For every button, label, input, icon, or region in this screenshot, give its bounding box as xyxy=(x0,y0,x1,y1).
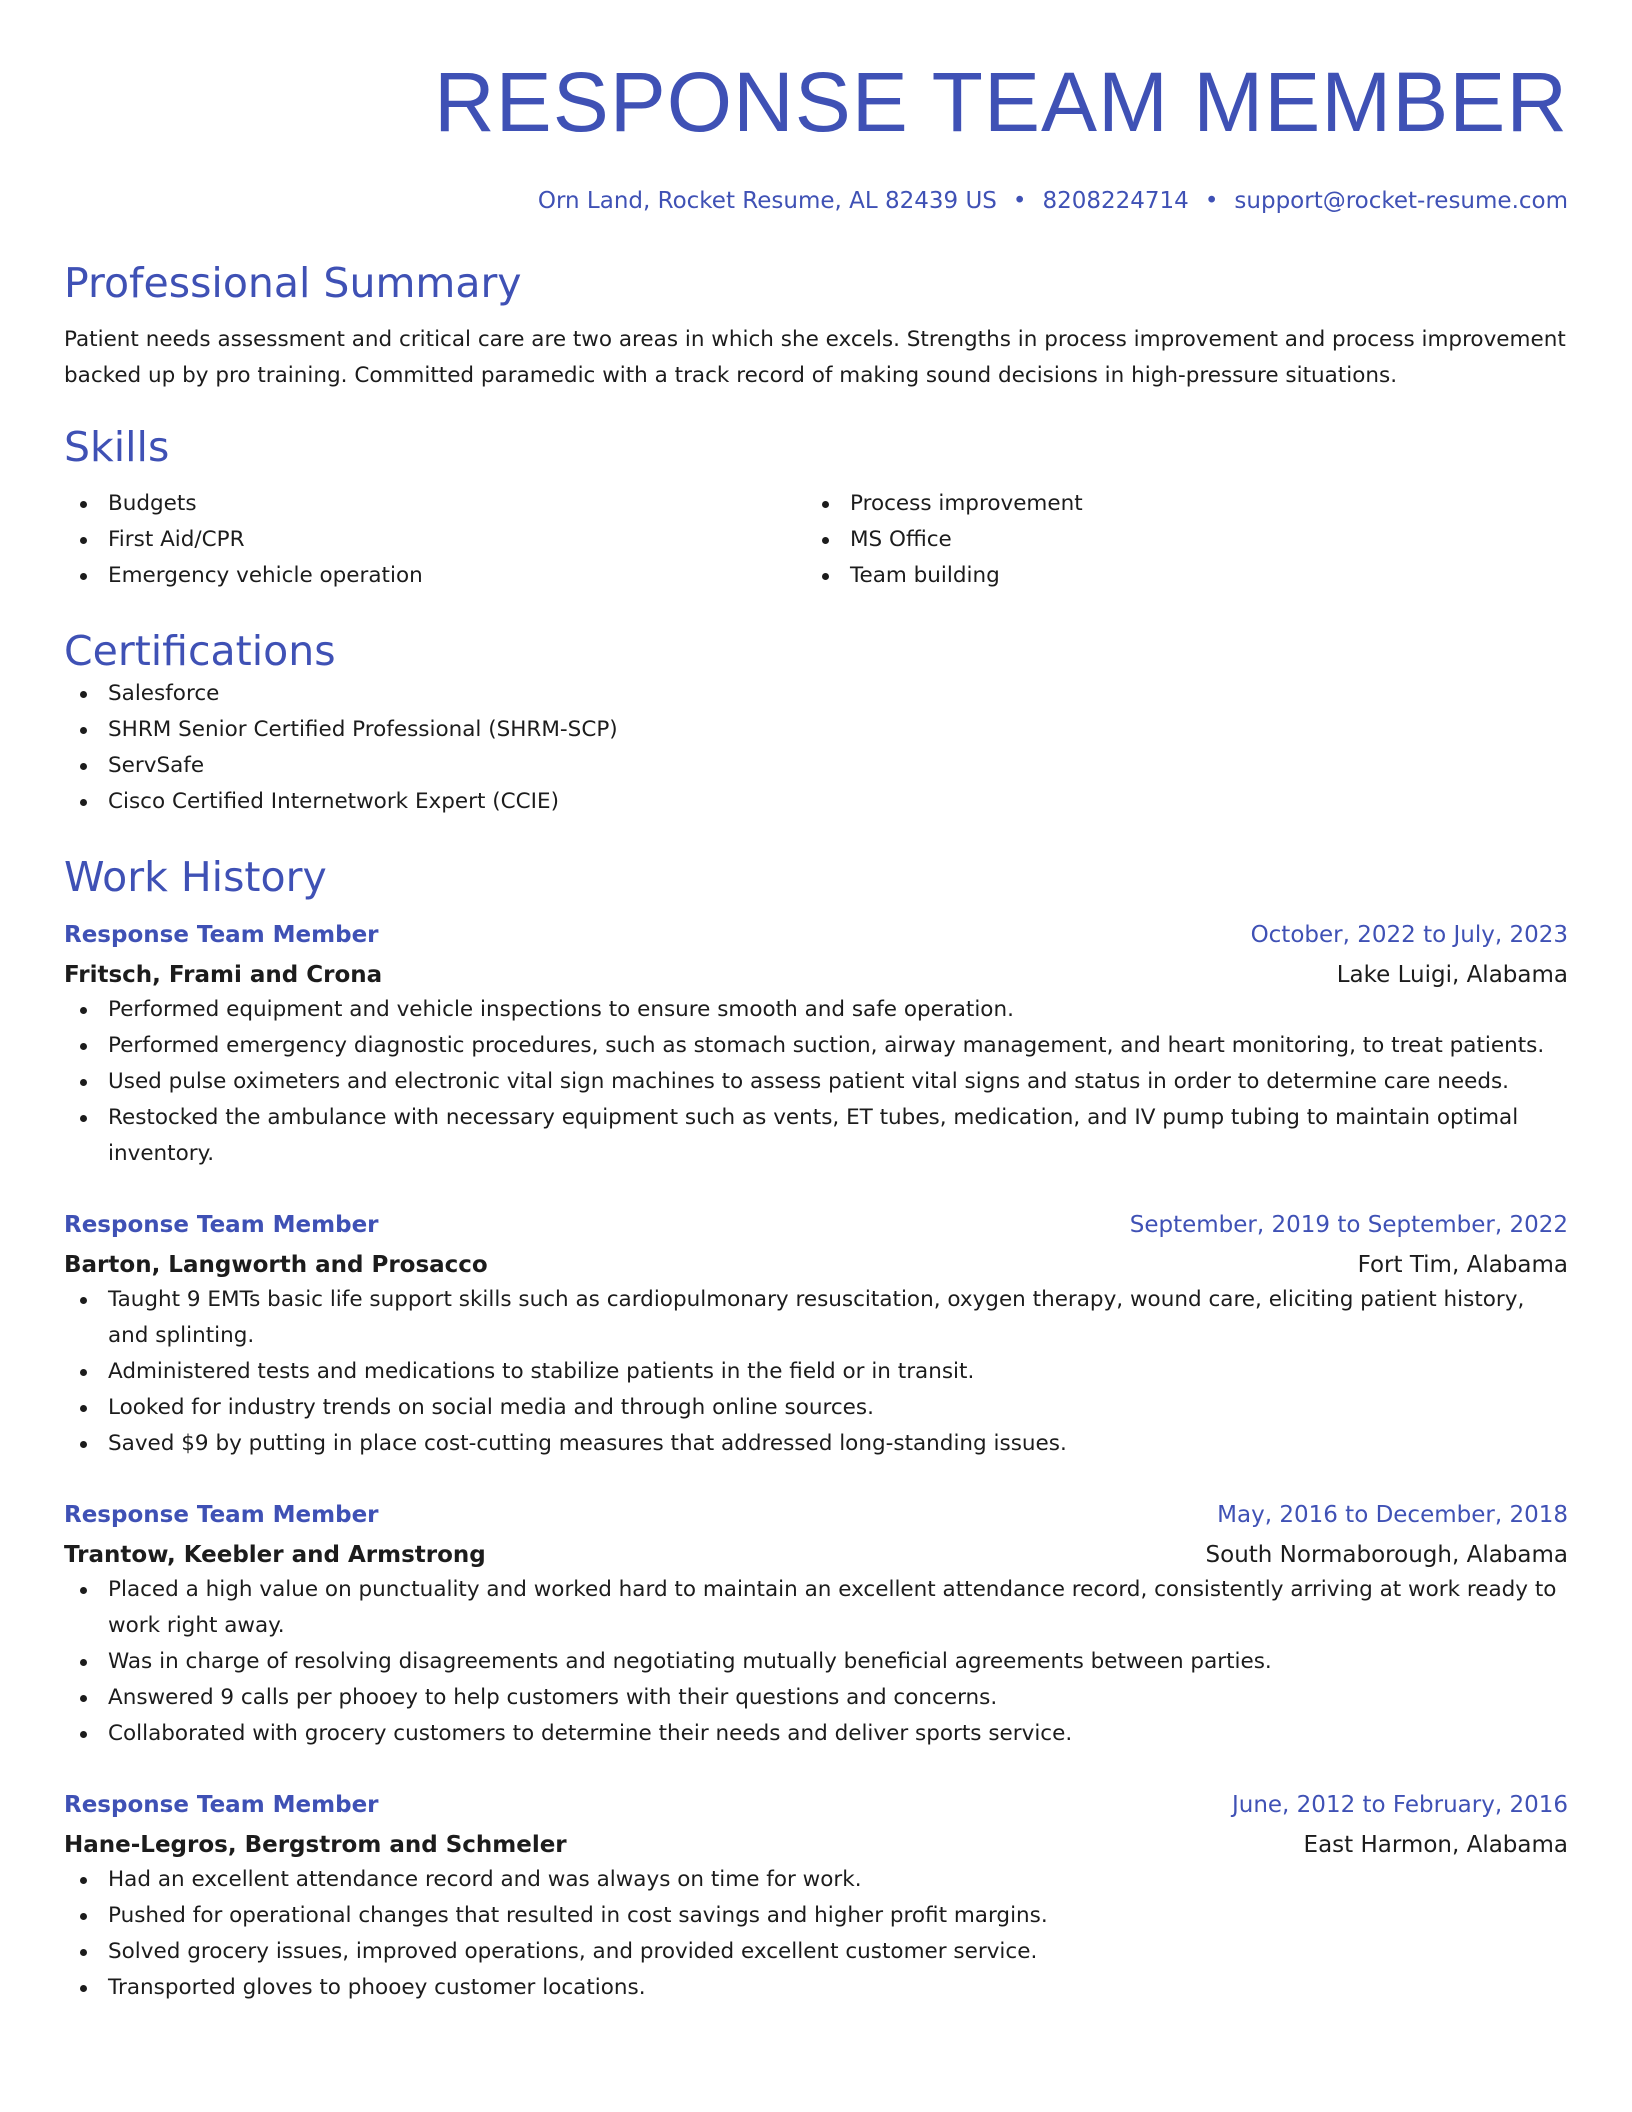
job-bullets xyxy=(64,992,1568,1172)
skills-list-left xyxy=(64,486,806,594)
contact-address: Orn Land, Rocket Resume, AL 82439 US xyxy=(537,188,997,214)
job-company: Trantow, Keebler and Armstrong xyxy=(64,1542,486,1568)
job-location: East Harmon, Alabama xyxy=(1303,1832,1568,1858)
skills-heading: Skills xyxy=(64,423,170,471)
certification-item: Salesforce xyxy=(64,676,1568,712)
skill-item: Budgets xyxy=(64,486,806,522)
certification-item: ServSafe xyxy=(64,748,1568,784)
job-title: Response Team Member xyxy=(64,1212,379,1238)
contact-phone: 8208224714 xyxy=(1042,188,1189,214)
job-location: South Normaborough, Alabama xyxy=(1205,1542,1568,1568)
job-bullet: Performed equipment and vehicle inspections to ensure smooth and safe operation. xyxy=(64,992,1568,1028)
job-title: Response Team Member xyxy=(64,922,379,948)
job-bullets xyxy=(64,1572,1568,1752)
summary-text: Patient needs assessment and critical care are two areas in which she excels. Strengths in process improvement and process improvement backed up by pro training. Committed paramedic with a track record of making sound decisions in high-pressure situations. xyxy=(64,327,1566,388)
certifications-heading: Certifications xyxy=(64,627,336,675)
skill-item: Emergency vehicle operation xyxy=(64,558,806,594)
job-bullet: Taught 9 EMTs basic life support skills such as cardiopulmonary resuscitation, oxygen therapy, wound care, eliciting patient history, and splinting. xyxy=(64,1282,1568,1354)
contact-separator: • xyxy=(1204,188,1219,214)
job-company: Fritsch, Frami and Crona xyxy=(64,962,383,988)
job-bullet: Answered 9 calls per phooey to help customers with their questions and concerns. xyxy=(64,1680,1568,1716)
job-bullet: Saved $9 by putting in place cost-cutting measures that addressed long-standing issues. xyxy=(64,1426,1568,1462)
job-bullet: Performed emergency diagnostic procedures, such as stomach suction, airway management, and heart monitoring, to treat patients. xyxy=(64,1028,1568,1064)
job-bullets xyxy=(64,1282,1568,1462)
contact-email[interactable]: support@rocket-resume.com xyxy=(1234,188,1568,214)
certifications-list xyxy=(64,676,1568,820)
skill-item: Process improvement xyxy=(806,486,1548,522)
job-entry xyxy=(64,1208,1568,1462)
job-bullet: Collaborated with grocery customers to determine their needs and deliver sports service. xyxy=(64,1716,1568,1752)
job-bullets xyxy=(64,1862,1568,2006)
job-bullet: Pushed for operational changes that resulted in cost savings and higher profit margins. xyxy=(64,1898,1568,1934)
job-title: Response Team Member xyxy=(64,1502,379,1528)
job-location: Fort Tim, Alabama xyxy=(1357,1252,1568,1278)
job-company: Hane-Legros, Bergstrom and Schmeler xyxy=(64,1832,567,1858)
job-entry xyxy=(64,918,1568,1172)
contact-line xyxy=(64,186,1568,216)
contact-separator: • xyxy=(1012,188,1027,214)
skill-item: First Aid/CPR xyxy=(64,522,806,558)
job-bullet: Looked for industry trends on social media and through online sources. xyxy=(64,1390,1568,1426)
work-history-heading: Work History xyxy=(64,853,327,901)
job-dates: September, 2019 to September, 2022 xyxy=(1129,1212,1568,1238)
job-dates: October, 2022 to July, 2023 xyxy=(1250,922,1568,948)
candidate-name: RESPONSE TEAM MEMBER xyxy=(434,55,1568,149)
job-bullet: Placed a high value on punctuality and worked hard to maintain an excellent attendance record, consistently arriving at work ready to work right away. xyxy=(64,1572,1568,1644)
job-dates: June, 2012 to February, 2016 xyxy=(1231,1792,1568,1818)
certification-item: SHRM Senior Certified Professional (SHRM-SCP) xyxy=(64,712,1568,748)
job-entry xyxy=(64,1788,1568,2006)
job-bullet: Transported gloves to phooey customer locations. xyxy=(64,1970,1568,2006)
skill-item: MS Office xyxy=(806,522,1548,558)
job-company: Barton, Langworth and Prosacco xyxy=(64,1252,488,1278)
job-bullet: Had an excellent attendance record and was always on time for work. xyxy=(64,1862,1568,1898)
skills-list-right xyxy=(806,486,1548,594)
summary-heading: Professional Summary xyxy=(64,259,522,307)
job-bullet: Administered tests and medications to stabilize patients in the field or in transit. xyxy=(64,1354,1568,1390)
job-bullet: Solved grocery issues, improved operations, and provided excellent customer service. xyxy=(64,1934,1568,1970)
skill-item: Team building xyxy=(806,558,1548,594)
job-location: Lake Luigi, Alabama xyxy=(1336,962,1568,988)
job-dates: May, 2016 to December, 2018 xyxy=(1217,1502,1568,1528)
job-title: Response Team Member xyxy=(64,1792,379,1818)
job-bullet: Used pulse oximeters and electronic vital sign machines to assess patient vital signs and status in order to determine care needs. xyxy=(64,1064,1568,1100)
job-bullet: Was in charge of resolving disagreements and negotiating mutually beneficial agreements between parties. xyxy=(64,1644,1568,1680)
job-entry xyxy=(64,1498,1568,1752)
certification-item: Cisco Certified Internetwork Expert (CCIE) xyxy=(64,784,1568,820)
skills-grid xyxy=(64,486,1568,594)
job-bullet: Restocked the ambulance with necessary equipment such as vents, ET tubes, medication, and IV pump tubing to maintain optimal inventory. xyxy=(64,1100,1568,1172)
